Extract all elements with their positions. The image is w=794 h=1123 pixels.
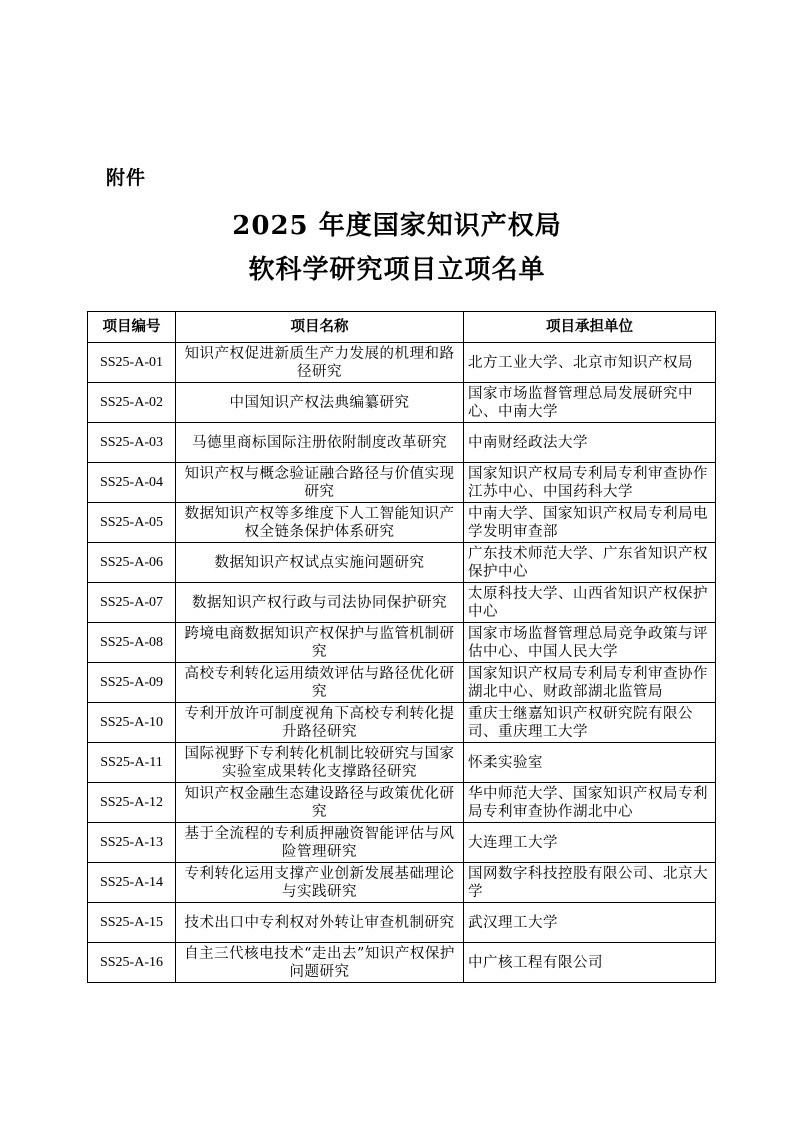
project-unit: 重庆士继嘉知识产权研究院有限公司、重庆理工大学 (464, 703, 716, 743)
table-row (88, 863, 716, 903)
table-row (88, 583, 716, 623)
table-row (88, 823, 716, 863)
project-unit: 太原科技大学、山西省知识产权保护中心 (464, 583, 716, 623)
project-code: SS25-A-03 (88, 423, 176, 463)
project-unit: 广东技术师范大学、广东省知识产权保护中心 (464, 543, 716, 583)
project-code: SS25-A-11 (88, 743, 176, 783)
project-unit: 国家知识产权局专利局专利审查协作湖北中心、财政部湖北监管局 (464, 663, 716, 703)
project-unit: 大连理工大学 (464, 823, 716, 863)
project-code: SS25-A-09 (88, 663, 176, 703)
project-unit: 华中师范大学、国家知识产权局专利局专利审查协作湖北中心 (464, 783, 716, 823)
table-row (88, 463, 716, 503)
table-row (88, 503, 716, 543)
project-unit: 北方工业大学、北京市知识产权局 (464, 343, 716, 383)
project-name: 数据知识产权试点实施问题研究 (176, 543, 464, 583)
project-name: 数据知识产权等多维度下人工智能知识产权全链条保护体系研究 (176, 503, 464, 543)
project-unit: 中南大学、国家知识产权局专利局电学发明审查部 (464, 503, 716, 543)
table-row (88, 903, 716, 943)
header-project-name: 项目名称 (176, 312, 464, 343)
project-unit: 国家市场监督管理总局竞争政策与评估中心、中国人民大学 (464, 623, 716, 663)
table-row (88, 623, 716, 663)
table-row (88, 703, 716, 743)
project-list-table (87, 311, 716, 983)
project-name: 技术出口中专利权对外转让审查机制研究 (176, 903, 464, 943)
project-name: 基于全流程的专利质押融资智能评估与风险管理研究 (176, 823, 464, 863)
project-code: SS25-A-02 (88, 383, 176, 423)
project-unit: 中广核工程有限公司 (464, 943, 716, 983)
project-unit: 国家市场监督管理总局发展研究中心、中南大学 (464, 383, 716, 423)
project-unit: 国家知识产权局专利局专利审查协作江苏中心、中国药科大学 (464, 463, 716, 503)
project-name: 知识产权金融生态建设路径与政策优化研究 (176, 783, 464, 823)
project-name: 国际视野下专利转化机制比较研究与国家实验室成果转化支撑路径研究 (176, 743, 464, 783)
project-name: 专利转化运用支撑产业创新发展基础理论与实践研究 (176, 863, 464, 903)
table-row (88, 423, 716, 463)
project-name: 高校专利转化运用绩效评估与路径优化研究 (176, 663, 464, 703)
project-code: SS25-A-04 (88, 463, 176, 503)
project-name: 自主三代核电技术“走出去”知识产权保护问题研究 (176, 943, 464, 983)
project-name: 马德里商标国际注册依附制度改革研究 (176, 423, 464, 463)
project-name: 知识产权与概念验证融合路径与价值实现研究 (176, 463, 464, 503)
attachment-label: 附件 (106, 167, 147, 189)
table-row (88, 383, 716, 423)
project-name: 跨境电商数据知识产权保护与监管机制研究 (176, 623, 464, 663)
project-unit: 中南财经政法大学 (464, 423, 716, 463)
project-code: SS25-A-16 (88, 943, 176, 983)
project-name: 知识产权促进新质生产力发展的机理和路径研究 (176, 343, 464, 383)
project-code: SS25-A-07 (88, 583, 176, 623)
table-row (88, 943, 716, 983)
project-unit: 武汉理工大学 (464, 903, 716, 943)
project-code: SS25-A-05 (88, 503, 176, 543)
table-row (88, 663, 716, 703)
project-code: SS25-A-01 (88, 343, 176, 383)
header-project-code: 项目编号 (88, 312, 176, 343)
project-code: SS25-A-15 (88, 903, 176, 943)
project-name: 数据知识产权行政与司法协同保护研究 (176, 583, 464, 623)
project-code: SS25-A-14 (88, 863, 176, 903)
project-unit: 怀柔实验室 (464, 743, 716, 783)
table-row (88, 783, 716, 823)
project-unit: 国网数字科技控股有限公司、北京大学 (464, 863, 716, 903)
page-title-line-2: 软科学研究项目立项名单 (248, 255, 546, 285)
project-code: SS25-A-06 (88, 543, 176, 583)
table-header-row (88, 312, 716, 343)
project-name: 中国知识产权法典编纂研究 (176, 383, 464, 423)
header-project-unit: 项目承担单位 (464, 312, 716, 343)
project-name: 专利开放许可制度视角下高校专利转化提升路径研究 (176, 703, 464, 743)
table-row (88, 543, 716, 583)
table-row (88, 743, 716, 783)
project-code: SS25-A-10 (88, 703, 176, 743)
page-title-line-1: 2025 年度国家知识产权局 (232, 211, 562, 241)
project-code: SS25-A-13 (88, 823, 176, 863)
project-code: SS25-A-08 (88, 623, 176, 663)
table-row (88, 343, 716, 383)
project-code: SS25-A-12 (88, 783, 176, 823)
